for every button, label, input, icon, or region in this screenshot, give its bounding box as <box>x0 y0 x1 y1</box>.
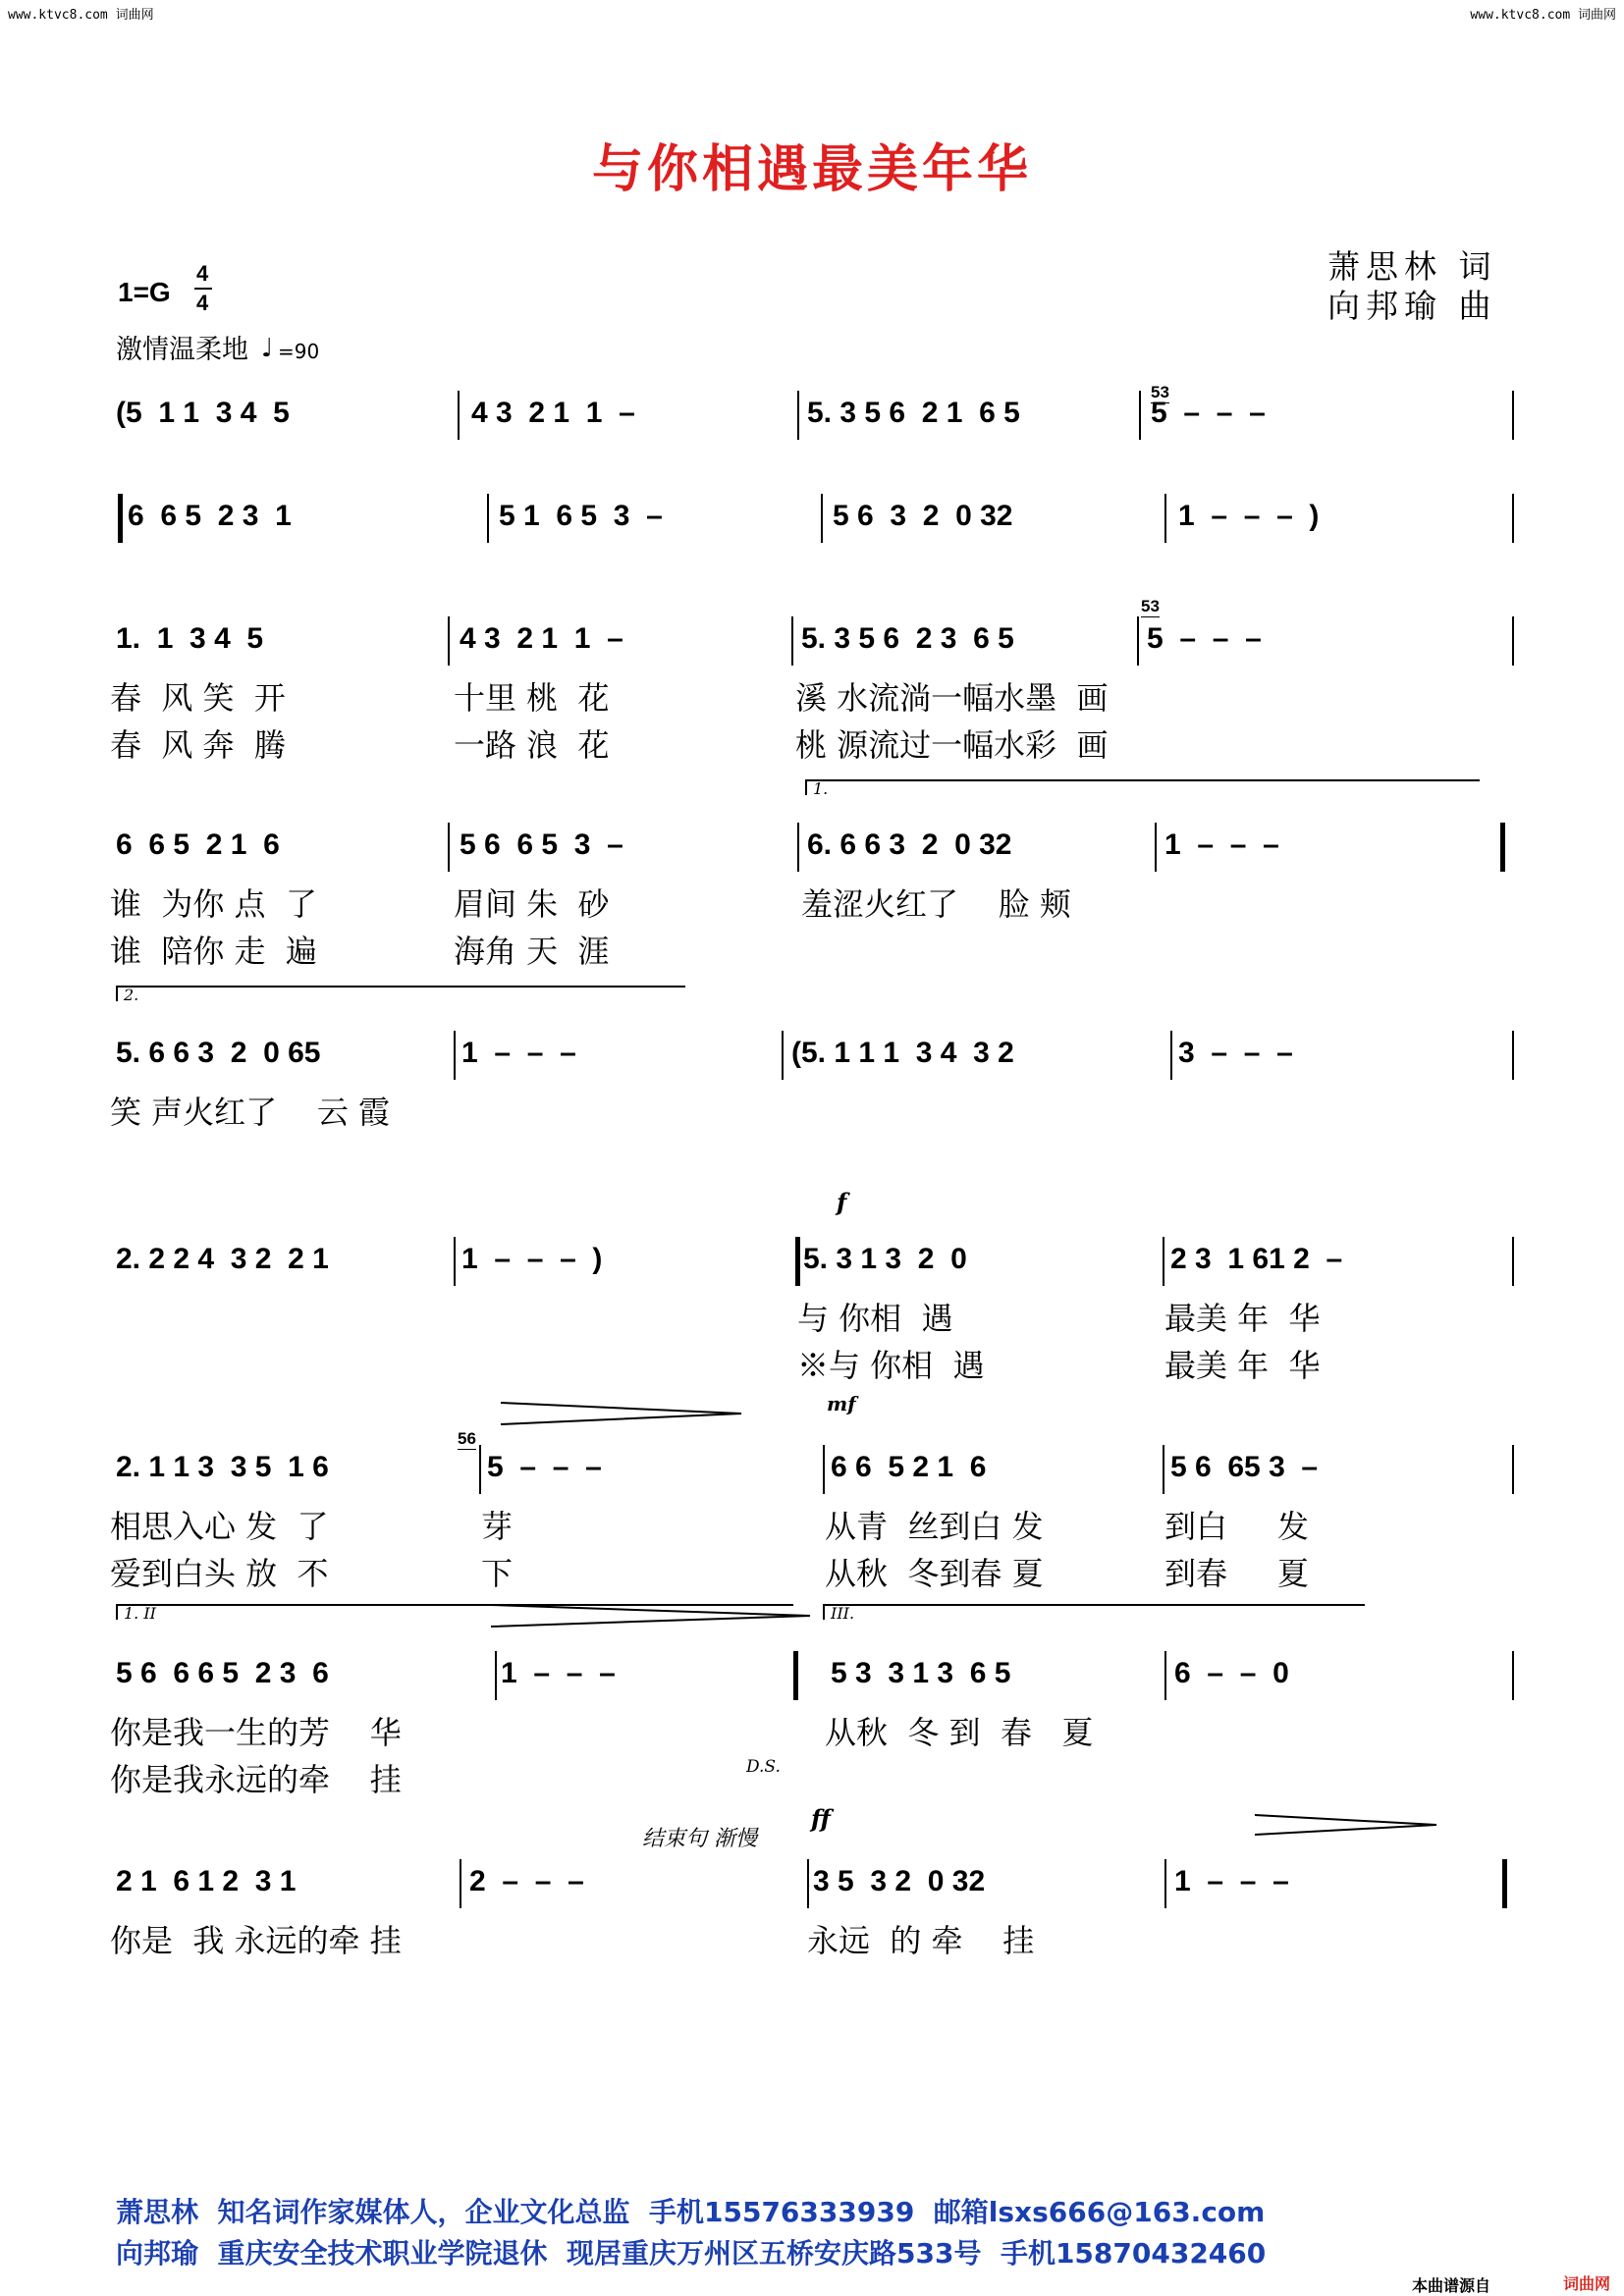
barline <box>1139 391 1141 440</box>
lyric-verse-2: 最美 年 华 <box>1164 1347 1321 1384</box>
measure-notes: 1 – – – <box>501 1657 616 1689</box>
barline <box>1164 494 1166 543</box>
lyric-verse-1: 你是我一生的芳 华 <box>110 1714 402 1751</box>
measure-notes: 4 3 2 1 1 – <box>471 397 635 429</box>
measure-notes: 6 6 5 2 1 6 <box>116 828 280 861</box>
lyric-verse-2: 你是我永远的牵 挂 <box>110 1761 402 1798</box>
measure-notes: 5 6 6 5 3 – <box>460 828 623 861</box>
volta-1-2: 1. II <box>116 1604 793 1620</box>
lyric-verse-2: 春 风 奔 腾 <box>110 726 286 764</box>
volta-3: III. <box>823 1604 1365 1620</box>
measure-notes: 2. 2 2 4 3 2 2 1 <box>116 1243 329 1275</box>
barline <box>1512 391 1514 440</box>
site-url-left: www.ktvc8.com 词曲网 <box>8 8 154 23</box>
lyric-verse-1: 从秋 冬 到 春 夏 <box>825 1714 1094 1751</box>
lyric-verse-2: 从秋 冬到春 夏 <box>825 1555 1044 1592</box>
measure-notes: 5 6 6 6 5 2 3 6 <box>116 1657 329 1689</box>
measure-notes: 5. 3 5 6 2 3 6 5 <box>801 622 1014 655</box>
barline <box>487 494 489 543</box>
barline <box>821 494 823 543</box>
measure-notes: 6 6 5 2 3 1 <box>128 500 292 532</box>
barline <box>1155 823 1157 872</box>
volta-1: 1. <box>805 779 1480 795</box>
decrescendo-hairpin-3 <box>1255 1812 1441 1838</box>
grace-note-53b: 53 <box>1141 597 1160 615</box>
barline <box>782 1031 784 1080</box>
measure-notes: 5 6 3 2 0 32 <box>833 500 1013 532</box>
measure-notes: 1 – – – ) <box>461 1243 603 1275</box>
barline <box>479 1445 481 1494</box>
measure-notes: 2 3 1 61 2 – <box>1170 1243 1343 1275</box>
barline <box>1164 1859 1166 1908</box>
lyricist-credit: 萧思林 词 <box>1327 247 1497 286</box>
lyric-verse-1: 到白 发 <box>1164 1508 1309 1545</box>
lyric-verse-1: 笑 声火红了 云 霞 <box>110 1094 391 1131</box>
measure-notes: 6 – – 0 <box>1174 1657 1289 1689</box>
lyric-verse-2: 一路 浪 花 <box>454 726 610 764</box>
barline <box>791 616 793 666</box>
barline <box>1164 1651 1166 1700</box>
tempo-text: 激情温柔地 <box>116 335 248 365</box>
barline <box>1512 616 1514 666</box>
site-url-right: www.ktvc8.com 词曲网 <box>1470 8 1616 23</box>
lyric-verse-1: 芽 <box>481 1508 514 1545</box>
measure-notes: 2 1 6 1 2 3 1 <box>116 1865 297 1897</box>
measure-notes: 5 3 3 1 3 6 5 <box>831 1657 1011 1689</box>
dynamic-f: f <box>837 1188 847 1216</box>
lyric-verse-2: 下 <box>481 1555 514 1592</box>
footer-line-lyricist: 萧思林 知名词作家媒体人，企业文化总监 手机15576333939 邮箱lsxs666@163.com <box>116 2196 1266 2228</box>
dynamic-ff: ff <box>811 1804 831 1833</box>
lyric-verse-2: 谁 陪你 走 遍 <box>110 933 317 970</box>
barline <box>1502 1859 1507 1908</box>
lyric-verse-1: 谁 为你 点 了 <box>110 885 317 923</box>
lyric-verse-2: 到春 夏 <box>1164 1555 1309 1592</box>
grace-note-56: 56 <box>458 1429 476 1448</box>
barline <box>460 1859 461 1908</box>
measure-notes: 3 5 3 2 0 32 <box>813 1865 986 1897</box>
measure-notes: 5 1 6 5 3 – <box>499 500 663 532</box>
barline <box>807 1859 809 1908</box>
measure-notes: 6 6 5 2 1 6 <box>831 1451 987 1483</box>
grace-note-53: 53 <box>1151 383 1169 401</box>
measure-notes: 5 6 65 3 – <box>1170 1451 1319 1483</box>
volta-2: 2. <box>116 986 685 1001</box>
lyric-verse-2: 海角 天 涯 <box>454 933 610 970</box>
barline <box>1512 1445 1514 1494</box>
barline <box>1512 1651 1514 1700</box>
measure-notes: 3 – – – <box>1178 1037 1293 1069</box>
barline <box>1163 1237 1164 1286</box>
barline <box>495 1651 497 1700</box>
measure-notes: 2. 1 1 3 3 5 1 6 <box>116 1451 329 1483</box>
measure-notes: 1 – – – <box>1164 828 1279 861</box>
barline <box>1512 1237 1514 1286</box>
barline <box>1512 1031 1514 1080</box>
time-sig-line <box>194 288 212 290</box>
measure-notes: 5 – – – <box>1147 622 1262 655</box>
time-sig-top: 4 <box>196 261 209 286</box>
barline <box>448 616 450 666</box>
measure-notes: 5. 3 1 3 2 0 <box>803 1243 967 1275</box>
measure-notes: 1 – – – <box>1174 1865 1289 1897</box>
measure-notes: 2 – – – <box>469 1865 584 1897</box>
lyric-verse-1: 永远 的 牵 挂 <box>807 1922 1035 1959</box>
lyric-verse-1: 最美 年 华 <box>1164 1300 1321 1337</box>
barline <box>454 1237 456 1286</box>
measure-notes: 5 – – – <box>1151 397 1266 429</box>
composer-credit: 向邦瑜 曲 <box>1327 287 1497 325</box>
measure-notes: 5 – – – <box>487 1451 602 1483</box>
lyric-verse-1: 相思入心 发 了 <box>110 1508 329 1545</box>
measure-notes: 1. 1 3 4 5 <box>116 622 264 655</box>
barline <box>1170 1031 1172 1080</box>
barline <box>823 1445 825 1494</box>
lyric-verse-2: 桃 源流过一幅水彩 画 <box>795 726 1109 764</box>
lyric-verse-1: 与 你相 遇 <box>797 1300 953 1337</box>
lyric-verse-1: 从青 丝到白 发 <box>825 1508 1044 1545</box>
barline <box>797 823 799 872</box>
lyric-verse-1: 羞涩火红了 脸 颊 <box>801 885 1071 923</box>
key-signature: 1=G <box>118 277 171 307</box>
lyric-verse-1: 春 风 笑 开 <box>110 679 286 717</box>
tempo-value: =90 <box>278 340 320 363</box>
barline <box>1163 1445 1164 1494</box>
barline <box>448 823 450 872</box>
measure-notes: (5 1 1 3 4 5 <box>116 397 290 429</box>
barline <box>1137 616 1139 666</box>
source-label: 本曲谱源自 <box>1412 2276 1491 2295</box>
measure-notes: (5. 1 1 1 3 4 3 2 <box>791 1037 1014 1069</box>
lyric-verse-1: 眉间 朱 砂 <box>454 885 610 923</box>
lyric-verse-1: 十里 桃 花 <box>454 679 610 717</box>
measure-notes: 5. 6 6 3 2 0 65 <box>116 1037 321 1069</box>
dynamic-mf: mf <box>827 1392 856 1415</box>
footer-line-composer: 向邦瑜 重庆安全技术职业学院退休 现居重庆万州区五桥安庆路533号 手机15870432460 <box>116 2237 1267 2269</box>
barline <box>797 391 799 440</box>
measure-notes: 5. 3 5 6 2 1 6 5 <box>807 397 1020 429</box>
barline <box>793 1651 798 1700</box>
barline <box>458 391 460 440</box>
measure-notes: 1 – – – <box>461 1037 576 1069</box>
measure-notes: 6. 6 6 3 2 0 32 <box>807 828 1012 861</box>
time-sig-bottom: 4 <box>196 291 209 315</box>
song-title: 与你相遇最美年华 <box>591 139 1032 199</box>
barline <box>1500 823 1505 872</box>
lyric-verse-1: 你是 我 永远的牵 挂 <box>110 1922 402 1959</box>
site-logo[interactable]: 词曲网 <box>1563 2274 1611 2293</box>
ending-text: 结束句 渐慢 <box>642 1827 757 1851</box>
decrescendo-hairpin-2 <box>491 1602 815 1629</box>
lyric-verse-1: 溪 水流淌一幅水墨 画 <box>795 679 1109 717</box>
lyric-verse-2: 爱到白头 放 不 <box>110 1555 329 1592</box>
quarter-note-icon: ♩ <box>261 334 274 363</box>
decrescendo-hairpin <box>501 1400 746 1427</box>
measure-notes: 4 3 2 1 1 – <box>460 622 623 655</box>
barline <box>1512 494 1514 543</box>
measure-notes: 1 – – – ) <box>1178 500 1320 532</box>
barline <box>118 494 123 543</box>
barline <box>454 1031 456 1080</box>
lyric-verse-2: ※与 你相 遇 <box>797 1347 985 1384</box>
barline <box>795 1237 800 1286</box>
ds-mark: D.S. <box>746 1757 781 1777</box>
